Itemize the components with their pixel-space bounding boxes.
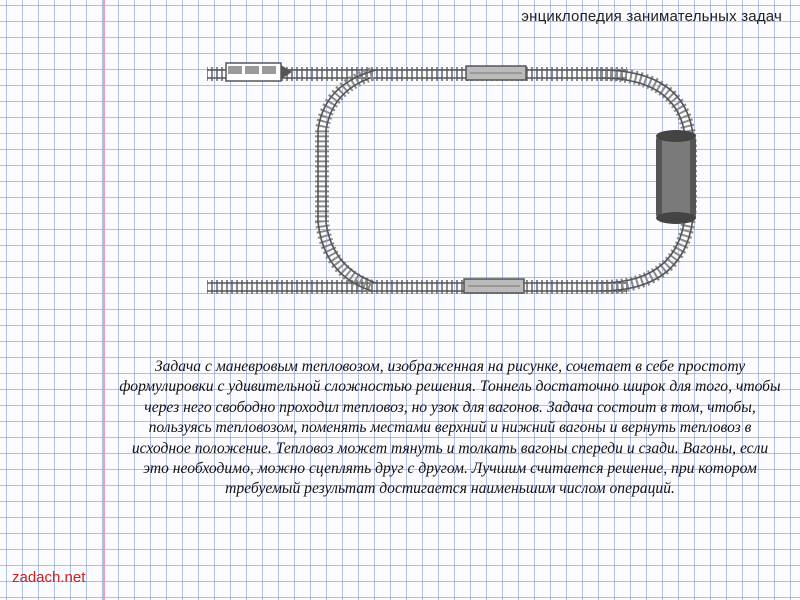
bottom-track (207, 280, 627, 294)
tunnel (656, 130, 696, 224)
site-link[interactable]: zadach.net (12, 569, 86, 586)
lower-wagon (464, 279, 524, 293)
task-description: Задача с маневровым тепловозом, изображенная на рисунке, сочетает в себе простоту формулировки с удивительной сложностью решения. Тоннель достаточно широк для того, чтобы через него свободно проходил тепловоз, но узок для вагонов. Задача состоит в том, чтобы, пользуясь тепловозом, поменять местами верхний и нижний вагоны и вернуть тепловоз в исходное положение. Тепловоз может тянуть и толкать вагоны спереди и сзади. Вагоны, если это необходимо, можно сцеплять друг с другом. Лучшим считается решение, при котором требуемый результат достигается наименьшим числом операций. (119, 358, 781, 498)
site-title: энциклопедия занимательных задач (521, 8, 782, 25)
left-curve-track (318, 70, 376, 291)
upper-wagon (466, 66, 526, 80)
